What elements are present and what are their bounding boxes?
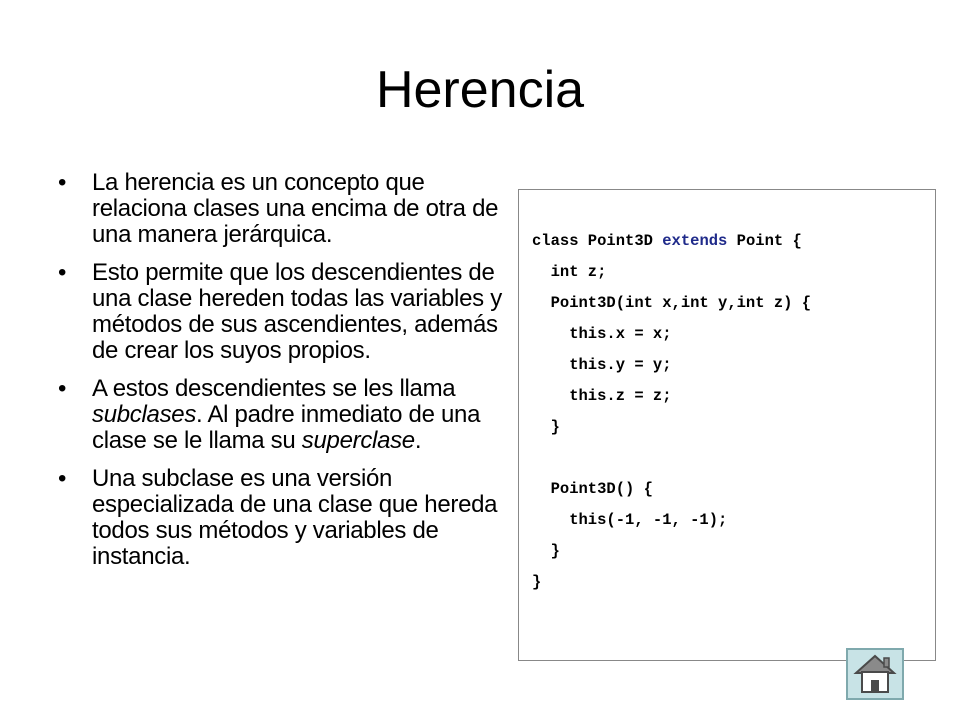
code-example-box [518,189,936,661]
bullet-marker: • [58,375,67,402]
code-text: class Point3D [532,232,663,250]
term-superclase: superclase [301,427,415,454]
code-line: Point3D(int x,int y,int z) { [532,294,812,312]
home-button[interactable] [846,648,904,700]
bullet-marker: • [58,259,67,286]
bullet-text [92,375,480,454]
code-line: } [532,573,542,591]
code-line: Point3D() { [532,480,653,498]
bullet-marker: • [58,465,67,492]
code-text: Point { [727,232,802,250]
bullet-text-part: . [414,427,422,454]
code-keyword: extends [662,232,728,250]
slide-title: Herencia [375,61,585,119]
code-line: } [532,542,560,560]
code-line: } [532,418,560,436]
code-line [532,226,811,257]
bullet-item-4 [58,466,520,570]
code-line: this(-1, -1, -1); [532,511,728,529]
bullet-list [58,170,520,582]
bullet-marker: • [58,169,67,196]
bullet-item-3 [58,376,520,454]
code-block [532,226,811,598]
code-line: this.y = y; [532,356,672,374]
home-icon [852,653,898,695]
code-line: int z; [532,263,607,281]
bullet-text: Una subclase es una versión especializada de una clase que hereda todos sus métodos y variables de instancia. [92,465,498,570]
bullet-item-1 [58,170,520,248]
bullet-text-part: A estos descendientes se les llama [92,375,456,402]
code-line: this.z = z; [532,387,672,405]
bullet-text: Esto permite que los descendientes de una clase hereden todas las variables y métodos de sus ascendientes, además de crear los suyos propios. [92,259,502,364]
code-line [532,443,811,474]
term-subclases: subclases [92,401,197,428]
bullet-item-2 [58,260,520,364]
code-line: this.x = x; [532,325,672,343]
bullet-text: La herencia es un concepto que relaciona clases una encima de otra de una manera jerárquica. [92,169,499,248]
bullet-text-part: . Al padre inmediato de una clase se le llama su [92,401,481,454]
